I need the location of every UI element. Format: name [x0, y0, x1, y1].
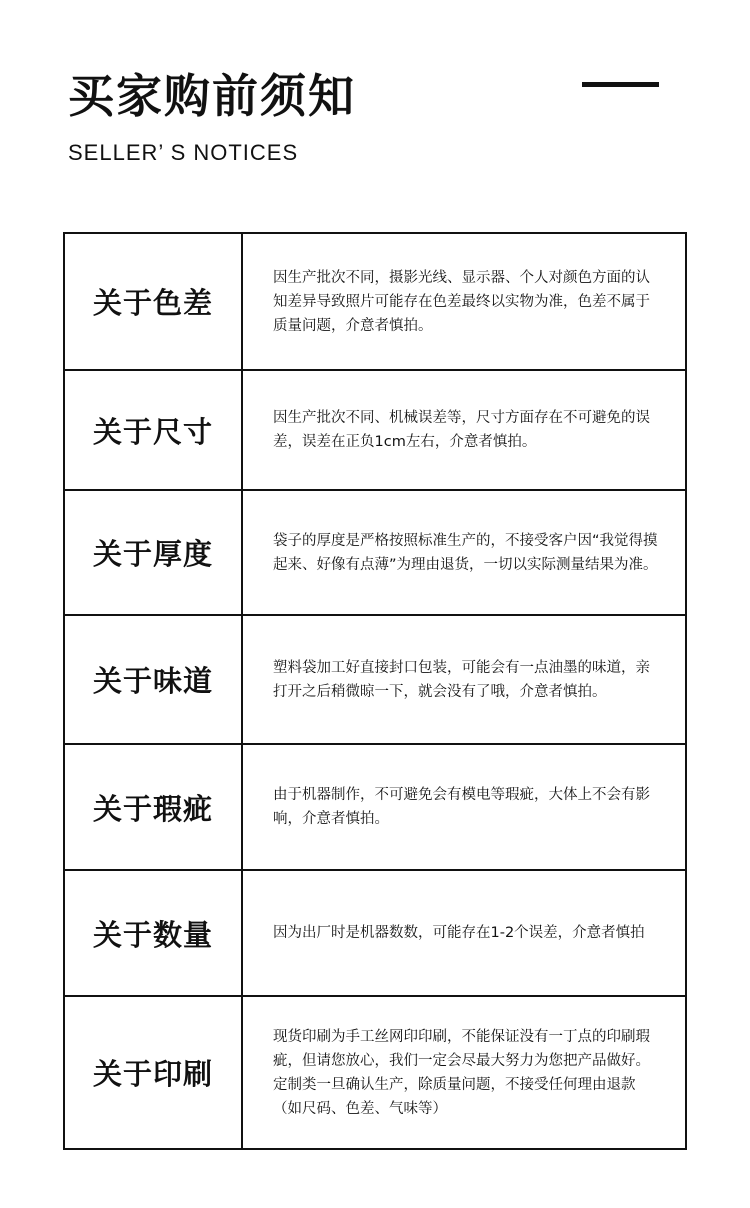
notice-label: 关于瑕疵 [65, 745, 243, 869]
notice-table [63, 232, 687, 1150]
page-title: 买家购前须知 [68, 69, 356, 123]
notice-text: 现货印刷为手工丝网印印刷，不能保证没有一丁点的印刷瑕疵，但请您放心，我们一定会尽最大努力为您把产品做好。定制类一旦确认生产，除质量问题，不接受任何理由退款（如尺码、色差、气味等） [273, 1028, 650, 1117]
notice-row-printing [65, 997, 685, 1148]
notice-row-quantity [65, 871, 685, 997]
notice-label: 关于数量 [65, 871, 243, 995]
notice-row-smell [65, 616, 685, 745]
notice-row-thickness [65, 491, 685, 616]
notice-text: 因生产批次不同，摄影光线、显示器、个人对颜色方面的认知差异导致照片可能存在色差最终以实物为准，色差不属于质量问题，介意者慎拍。 [273, 269, 650, 334]
notice-text: 塑料袋加工好直接封口包装，可能会有一点油墨的味道，亲打开之后稍微晾一下，就会没有了哦，介意者慎拍。 [273, 659, 650, 700]
notice-label: 关于尺寸 [65, 371, 243, 489]
notice-row-defect [65, 745, 685, 871]
decorative-bar [582, 82, 659, 87]
notice-label: 关于厚度 [65, 491, 243, 614]
notice-text: 因生产批次不同、机械误差等，尺寸方面存在不可避免的误差，误差在正负1cm左右，介意者慎拍。 [273, 410, 650, 450]
notice-row-color [65, 234, 685, 371]
notice-text: 因为出厂时是机器数数，可能存在1-2个误差，介意者慎拍 [273, 925, 645, 941]
page-subtitle: SELLER’ S NOTICES [68, 140, 299, 165]
notice-text: 由于机器制作，不可避免会有模电等瑕疵，大体上不会有影响，介意者慎拍。 [273, 787, 650, 827]
notice-text: 袋子的厚度是严格按照标准生产的，不接受客户因“我觉得摸起来、好像有点薄”为理由退货，一切以实际测量结果为准。 [273, 532, 658, 573]
notice-row-size [65, 371, 685, 491]
notice-label: 关于印刷 [65, 997, 243, 1148]
notice-label: 关于味道 [65, 616, 243, 743]
notice-label: 关于色差 [65, 234, 243, 369]
